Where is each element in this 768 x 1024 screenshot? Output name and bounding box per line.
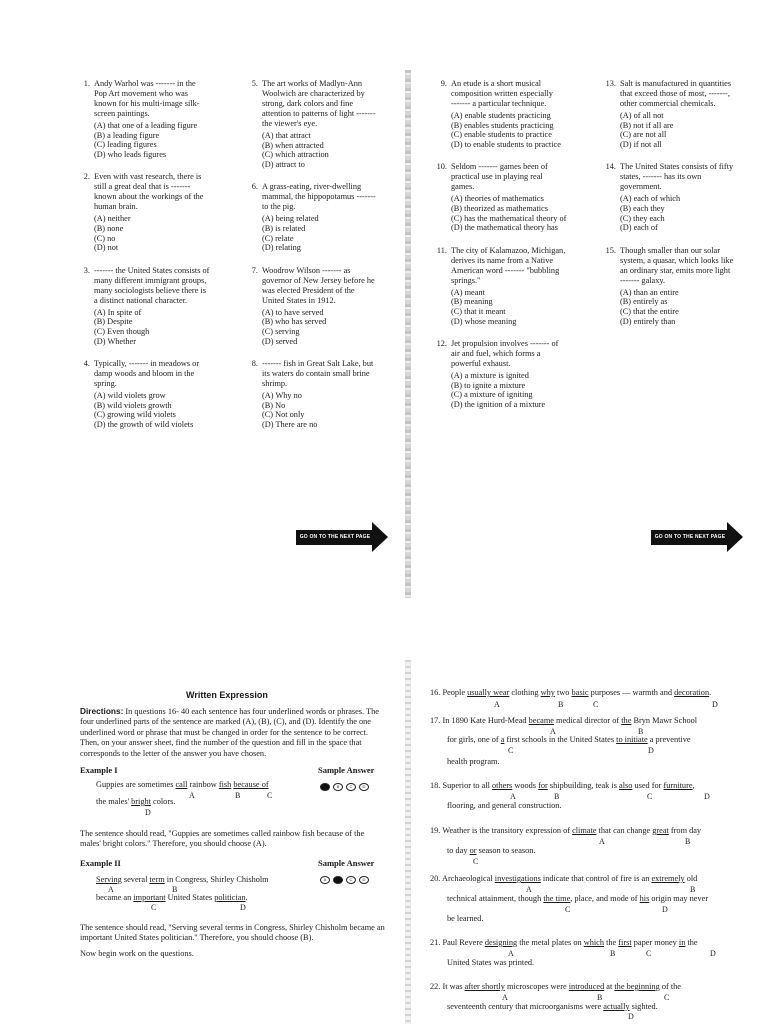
example-2-sentence-line-1: Serving several term in Congress, Shirley Chisholm [96, 875, 269, 884]
go-on-label: GO ON TO THE NEXT PAGE [651, 530, 729, 545]
question-number: 15. [605, 245, 616, 255]
answer-option: (A) enable students practicing [451, 111, 551, 120]
q20-letter-c: C [565, 905, 571, 914]
answer-option: (A) In spite of [94, 307, 142, 317]
example-2-letter-b: B [172, 885, 178, 894]
example-2-answer-bubbles [320, 876, 369, 884]
sample-answer-label-1: Sample Answer [318, 765, 375, 775]
bubble-c: C [346, 783, 356, 791]
question-text: Though smaller than our solar system, a quasar, which looks like an ordinary star, emits more light ------- galaxy. [620, 245, 734, 285]
bubble-d: D [359, 783, 369, 791]
answer-option: (A) that one of a leading figure [94, 121, 198, 130]
answer-option: (C) are not all [620, 130, 667, 140]
arrow-right-icon [372, 522, 388, 552]
q20-letter-b: B [690, 885, 696, 894]
answer-option: (B) a leading figure [94, 130, 160, 140]
answer-option: (D) attract to [262, 159, 305, 169]
question-item [78, 172, 238, 252]
answer-option: (B) none [94, 223, 124, 233]
answer-options [620, 194, 750, 232]
sample-answer-label-2: Sample Answer [318, 858, 375, 868]
question-item [78, 359, 238, 429]
example-2-option-c: important [133, 893, 166, 902]
answer-option: (A) Why no [262, 391, 302, 401]
question-number: 1. [83, 79, 90, 88]
bubble-b: B [333, 876, 343, 884]
question-20-line-2: technical attainment, though the time, place, and mode of his origin may never [447, 894, 709, 903]
example-2-letter-d: D [240, 903, 246, 912]
question-number: 14. [605, 162, 616, 172]
bubble-c: C [346, 876, 356, 884]
section-title: Written Expression [186, 690, 268, 700]
answer-option: (C) leading figures [94, 140, 157, 150]
q19-letter-c: C [473, 857, 479, 866]
answer-option: (C) a mixture of igniting [451, 390, 533, 400]
question-21: 21. Paul Revere designing the metal plates on which the first paper money in the [430, 938, 698, 947]
answer-options [262, 131, 396, 169]
question-column-2 [246, 79, 396, 443]
question-17-line-3: health program. [447, 757, 500, 766]
question-column-3 [431, 79, 596, 423]
example-1-sentence-line-2: the males' bright colors. [96, 797, 176, 806]
answer-option: (C) that the entire [620, 306, 679, 316]
answer-option: (C) no [94, 233, 116, 243]
answer-option: (C) relate [262, 233, 294, 243]
answer-options [94, 391, 238, 429]
question-item [600, 162, 750, 232]
example-1-label: Example I [80, 765, 118, 775]
question-number: 4. [83, 359, 90, 369]
question-number: 8. [251, 359, 258, 369]
question-stem [600, 246, 750, 286]
q16-letter-d: D [712, 700, 718, 709]
question-item [431, 246, 596, 326]
question-item [600, 79, 750, 149]
answer-option: (C) that it meant [451, 306, 506, 316]
question-number: 13. [605, 79, 616, 88]
answer-option: (A) of all not [620, 111, 664, 120]
question-stem [246, 266, 396, 306]
question-stem [246, 359, 396, 389]
question-stem [600, 162, 750, 192]
question-stem [78, 79, 238, 119]
q19-letter-b: B [685, 837, 691, 846]
q18-letter-b: B [554, 792, 560, 801]
q18-letter-d: D [704, 792, 710, 801]
q20-letter-d: D [662, 905, 668, 914]
answer-option: (D) served [262, 336, 298, 346]
page-fold-shadow-bottom [405, 660, 411, 1024]
question-text: The city of Kalamazoo, Michigan, derives its name from a Native American word ------- "bubbling springs." [451, 245, 566, 285]
answer-option: (D) who leads figures [94, 149, 167, 159]
answer-option: (B) each they [620, 203, 665, 213]
example-1-letter-a: A [189, 791, 195, 800]
question-16: 16. People usually wear clothing why two basic purposes — warmth and decoration. [430, 688, 712, 697]
bubble-a: A [320, 783, 330, 791]
question-19: 19. Weather is the transitory expression of climate that can change great from day [430, 826, 702, 835]
question-text: The art works of Madlyn-Ann Woolwich are characterized by strong, dark colors and fine attention to patterns of light ------- the viewer's eye. [262, 79, 376, 128]
question-stem [600, 79, 750, 109]
answer-option: (D) relating [262, 243, 301, 253]
example-1-option-a: call [175, 780, 188, 789]
answer-option: (D) the growth of wild violets [94, 419, 194, 429]
example-2-letter-a: A [108, 885, 114, 894]
bubble-a: A [320, 876, 330, 884]
question-stem [78, 359, 238, 389]
q22-letter-a: A [502, 993, 508, 1002]
answer-options [94, 121, 238, 159]
answer-option: (D) There are no [262, 419, 318, 429]
bubble-d: D [359, 876, 369, 884]
answer-option: (C) Even though [94, 326, 150, 336]
answer-option: (B) enables students practicing [451, 120, 554, 130]
example-2-explanation: The sentence should read, "Serving several terms in Congress, Shirley Chisholm became an important United States politician." Therefore, you should choose (B). [80, 923, 385, 943]
question-item [431, 339, 596, 409]
answer-option: (B) is related [262, 223, 306, 233]
answer-options [94, 308, 238, 346]
question-item [78, 266, 238, 346]
q16-letter-b: B [558, 700, 564, 709]
answer-option: (C) which attraction [262, 150, 329, 160]
question-number: 9. [440, 79, 447, 88]
answer-option: (A) being related [262, 214, 319, 224]
question-number: 7. [251, 265, 258, 275]
question-text: Woodrow Wilson ------- as governor of New Jersey before he was elected President of the United States in 1912. [262, 265, 375, 305]
directions-text: In questions 16- 40 each sentence has four underlined words or phrases. The four underlined parts of the sentence are marked (A), (B), (C), and (D). Identify the one underlined word or phrase that must be changed in order for the sentence to be correct. Then, on your answer sheet, find the number of the question and fill in the space that corresponds to the letter of the answer you have chosen. [80, 707, 379, 758]
answer-option: (A) each of which [620, 194, 681, 204]
question-stem [246, 79, 396, 129]
question-text: Andy Warhol was ------- in the Pop Art movement who was known for his multi-image silk- screen paintings. [94, 79, 200, 118]
question-21-line-2: United States was printed. [447, 958, 535, 967]
question-stem [246, 182, 396, 212]
answer-option: (A) than an entire [620, 287, 679, 297]
question-number: 11. [436, 245, 447, 255]
answer-option: (B) theorized as mathematics [451, 203, 548, 213]
answer-option: (B) Despite [94, 317, 133, 327]
question-stem [78, 266, 238, 306]
q18-letter-a: A [510, 792, 516, 801]
q21-letter-c: C [646, 949, 652, 958]
answer-options [262, 214, 396, 252]
question-text: ------- the United States consists of many different immigrant groups, many sociologists believe there is a distinct national character. [94, 265, 210, 305]
example-1-letter-d: D [145, 808, 151, 817]
example-2-letter-c: C [151, 903, 157, 912]
question-20-line-3: be learned. [447, 914, 484, 923]
answer-options [262, 391, 396, 429]
answer-option: (D) not [94, 243, 119, 253]
question-item [246, 182, 396, 252]
answer-option: (D) the mathematical theory has [451, 223, 558, 233]
answer-option: (C) enable students to practice [451, 130, 552, 140]
example-1-option-d: bright [131, 797, 151, 806]
question-column-4 [600, 79, 750, 339]
directions-label: Directions: [80, 706, 124, 716]
q21-letter-b: B [610, 949, 616, 958]
question-item [78, 79, 238, 159]
answer-option: (B) wild violets growth [94, 400, 172, 410]
example-2-label: Example II [80, 858, 121, 868]
answer-option: (B) not if all are [620, 120, 674, 130]
question-17: 17. In 1890 Kate Hurd-Mead became medical director of the Bryn Mawr School [430, 716, 698, 725]
question-number: 12. [436, 339, 447, 349]
question-column-1 [78, 79, 238, 443]
answer-option: (A) to have served [262, 307, 324, 317]
question-text: Salt is manufactured in quantities that exceed those of most, -------, other commercial chemicals. [620, 79, 732, 108]
answer-option: (A) theories of mathematics [451, 194, 544, 204]
q19-letter-a: A [599, 837, 605, 846]
answer-options [620, 288, 750, 326]
answer-options [451, 371, 596, 409]
example-2-sentence-line-2: became an important United States politician. [96, 893, 248, 902]
example-2-option-a: Serving [96, 875, 122, 884]
question-text: Typically, ------- in meadows or damp woods and bloom in the spring. [94, 359, 200, 389]
question-text: ------- fish in Great Salt Lake, but its waters do contain small brine shrimp. [262, 359, 374, 389]
question-text: Jet propulsion involves ------- of air and fuel, which forms a powerful exhaust. [451, 339, 559, 369]
q22-letter-d: D [628, 1012, 634, 1021]
answer-options [262, 308, 396, 346]
answer-option: (D) the ignition of a mixture [451, 399, 546, 409]
answer-option: (D) to enable students to practice [451, 139, 561, 149]
bubble-b: B [333, 783, 343, 791]
question-22: 22. It was after shortly microscopes were introduced at the beginning of the [430, 982, 681, 991]
q21-letter-a: A [508, 949, 514, 958]
example-1-letter-b: B [235, 791, 241, 800]
question-stem [431, 246, 596, 286]
answer-options [620, 111, 750, 149]
answer-option: (D) if not all [620, 139, 662, 149]
answer-option: (A) that attract [262, 131, 311, 140]
q17-letter-c: C [508, 746, 514, 755]
answer-option: (B) who has served [262, 317, 327, 327]
question-text: Even with vast research, there is still a great deal that is ------- known about the workings of the human brain. [94, 172, 204, 212]
question-text: A grass-eating, river-dwelling mammal, the hippopotamus ------- to the pig. [262, 182, 376, 212]
question-19-line-2: to day or season to season. [447, 846, 536, 855]
arrow-right-icon [727, 522, 743, 552]
question-18: 18. Superior to all others woods for shipbuilding, teak is also used for furniture, [430, 781, 695, 790]
answer-option: (D) each of [620, 223, 658, 233]
answer-option: (A) a mixture is ignited [451, 371, 529, 381]
q17-letter-a: A [550, 727, 556, 736]
answer-option: (A) meant [451, 287, 485, 297]
answer-option: (C) has the mathematical theory of [451, 213, 567, 223]
q22-letter-b: B [597, 993, 603, 1002]
go-on-label: GO ON TO THE NEXT PAGE [296, 530, 374, 545]
answer-options [451, 111, 596, 149]
question-text: The United States consists of fifty states, ------- has its own government. [620, 162, 734, 192]
question-number: 3. [83, 265, 90, 275]
question-number: 10. [436, 162, 447, 172]
example-1-option-b: fish [218, 780, 232, 789]
answer-option: (B) entirely as [620, 297, 668, 307]
answer-option: (B) meaning [451, 297, 493, 307]
question-number: 2. [83, 172, 90, 182]
q16-letter-c: C [593, 700, 599, 709]
answer-option: (C) Not only [262, 410, 305, 420]
answer-option: (D) whose meaning [451, 316, 517, 326]
answer-options [451, 288, 596, 326]
answer-option: (D) Whether [94, 336, 137, 346]
answer-option: (A) wild violets grow [94, 391, 166, 401]
question-number: 5. [251, 79, 258, 88]
example-2-option-b: term [149, 875, 165, 884]
answer-option: (B) No [262, 400, 286, 410]
question-item [246, 359, 396, 429]
q16-letter-a: A [494, 700, 500, 709]
question-item [600, 246, 750, 326]
answer-option: (C) growing wild violets [94, 410, 176, 420]
question-stem [431, 79, 596, 109]
answer-option: (D) entirely than [620, 316, 676, 326]
question-stem [431, 162, 596, 192]
question-text: An etude is a short musical composition written especially ------- a particular technique. [451, 79, 553, 108]
answer-option: (C) serving [262, 326, 300, 336]
question-22-line-2: seventeenth century that microorganisms were actually sighted. [447, 1002, 658, 1011]
answer-option: (B) to ignite a mixture [451, 380, 526, 390]
question-17-line-2: for girls, one of a first schools in the United States to initiate a preventive [447, 735, 691, 744]
answer-options [94, 214, 238, 252]
q22-letter-c: C [664, 993, 670, 1002]
question-20: 20. Archaeological investigations indicate that control of fire is an extremely old [430, 874, 698, 883]
example-1-letter-c: C [267, 791, 273, 800]
example-1-option-c: because of [233, 780, 269, 789]
page-fold-shadow [405, 70, 411, 598]
q21-letter-d: D [710, 949, 716, 958]
question-18-line-2: flooring, and general construction. [447, 801, 562, 810]
q20-letter-a: A [526, 885, 532, 894]
question-item [431, 162, 596, 232]
example-1-sentence-line-1: Guppies are sometimes call rainbow fish because of [96, 780, 269, 789]
question-text: Seldom ------- games been of practical use in playing real games. [451, 162, 548, 192]
question-stem [431, 339, 596, 369]
answer-option: (A) neither [94, 214, 131, 224]
answer-options [451, 194, 596, 232]
question-item [431, 79, 596, 149]
q17-letter-b: B [638, 727, 644, 736]
question-item [246, 266, 396, 346]
question-stem [78, 172, 238, 212]
begin-instruction: Now begin work on the questions. [80, 949, 194, 958]
question-number: 6. [251, 182, 258, 192]
answer-option: (C) they each [620, 213, 665, 223]
example-1-explanation: The sentence should read, "Guppies are sometimes called rainbow fish because of the males' bright colors." Therefore, you should choose (A). [80, 829, 365, 849]
q18-letter-c: C [647, 792, 653, 801]
directions-paragraph [80, 706, 385, 759]
answer-option: (B) when attracted [262, 140, 324, 150]
q17-letter-d: D [648, 746, 654, 755]
example-1-answer-bubbles [320, 783, 369, 791]
example-2-option-d: politician [214, 893, 246, 902]
question-item [246, 79, 396, 169]
